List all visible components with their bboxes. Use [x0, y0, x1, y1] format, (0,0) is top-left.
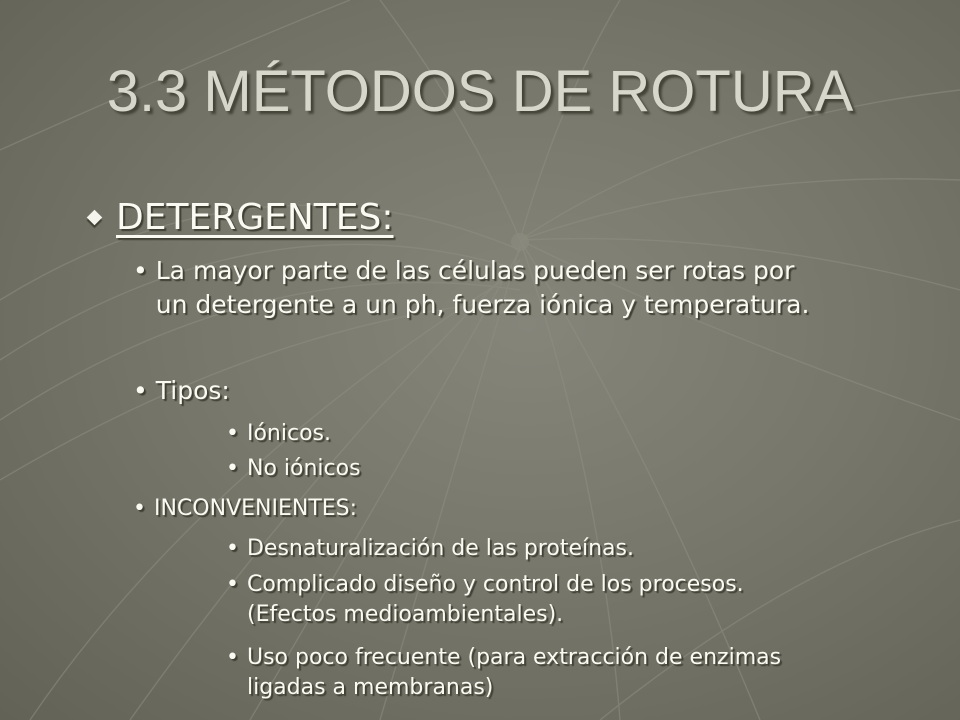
- sub-bullet-text: No iónicos: [246, 456, 361, 481]
- bullet-dot-icon: •: [133, 376, 148, 405]
- bullet-text: INCONVENIENTES:: [153, 496, 358, 521]
- bullet-dot-icon: •: [226, 572, 239, 597]
- bullet-dot-icon: •: [226, 421, 239, 446]
- sub-bullet-text: Complicado diseño y control de los procesos.(Efectos medioambientales).: [246, 572, 744, 627]
- bullet-dot-icon: •: [226, 645, 239, 670]
- sub-bullet-item: [226, 643, 806, 703]
- sub-bullet-item: [226, 454, 361, 484]
- bullet-item: [133, 374, 230, 408]
- section-heading: DETERGENTES:: [116, 197, 394, 238]
- bullet-item: [133, 254, 833, 322]
- sub-bullet-text: Desnaturalización de las proteínas.: [246, 536, 634, 561]
- bullet-text: La mayor parte de las células pueden ser rotas por un detergente a un ph, fuerza iónica y temperatura.: [155, 256, 810, 319]
- sub-bullet-item: [226, 534, 634, 564]
- slide-title: 3.3 MÉTODOS DE ROTURA: [106, 59, 854, 124]
- diamond-bullet-icon: [87, 210, 103, 226]
- heading-detergentes-row: [89, 196, 394, 240]
- bullet-dot-icon: •: [133, 256, 148, 285]
- sub-bullet-item: [226, 419, 331, 449]
- sub-bullet-item: [226, 570, 786, 630]
- bullet-dot-icon: •: [133, 496, 146, 521]
- sub-bullet-text: Iónicos.: [246, 421, 331, 446]
- bullet-item: [133, 494, 357, 524]
- bullet-dot-icon: •: [226, 456, 239, 481]
- bullet-dot-icon: •: [226, 536, 239, 561]
- sub-bullet-text: Uso poco frecuente (para extracción de enzimas ligadas a membranas): [246, 645, 782, 700]
- bullet-text: Tipos:: [155, 376, 230, 405]
